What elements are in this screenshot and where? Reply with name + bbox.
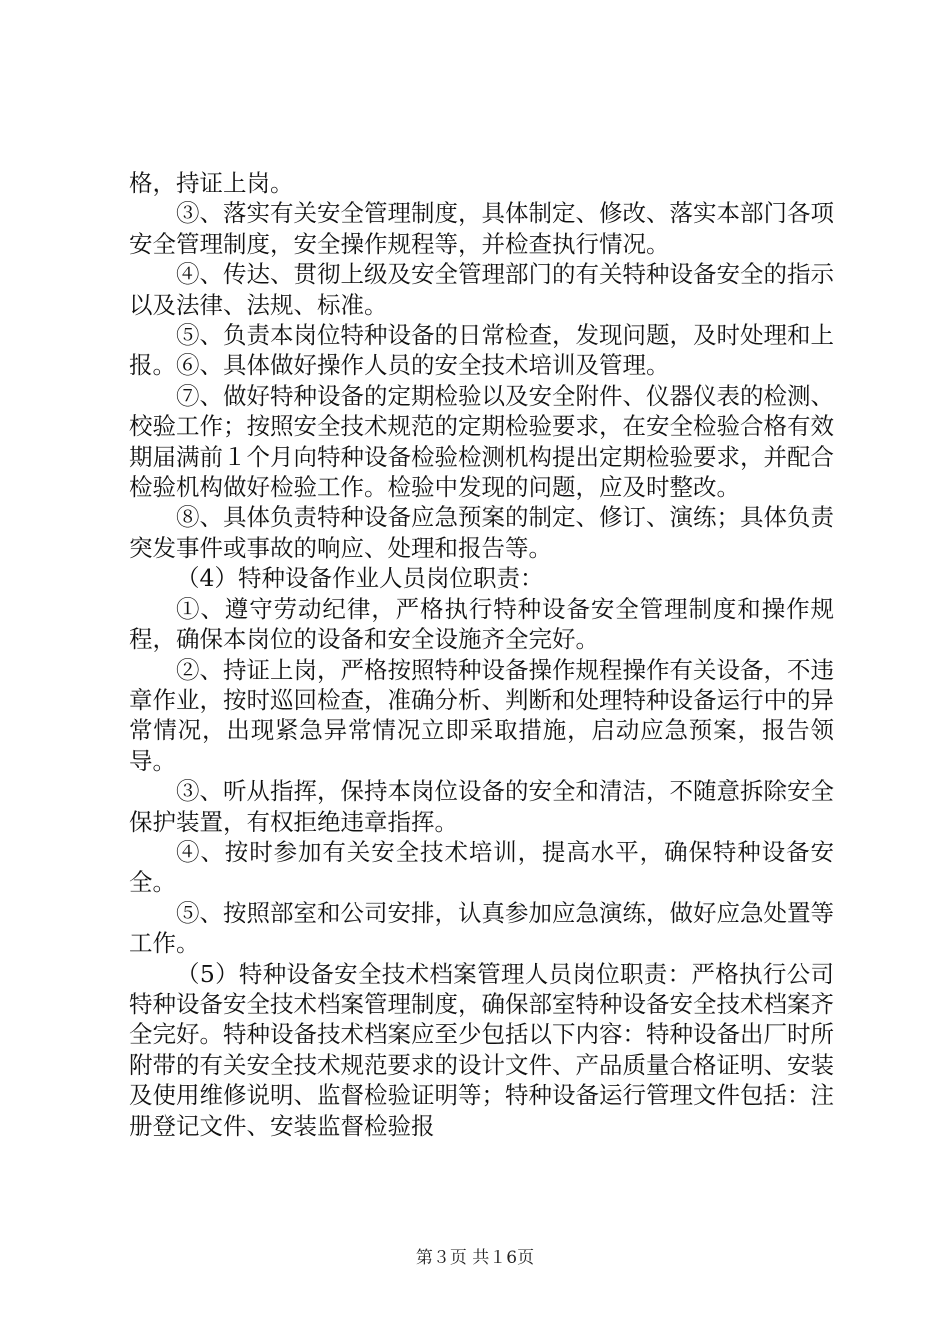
document-body: [129, 168, 834, 1141]
paragraph-operator-3: ③、听从指挥，保持本岗位设备的安全和清洁，不随意拆除安全保护装置，有权拒绝违章指挥。: [129, 777, 834, 836]
section-heading-4: （4）特种设备作业人员岗位职责：: [176, 564, 544, 593]
paragraph-item-8: ⑧、具体负责特种设备应急预案的制定、修订、演练；具体负责突发事件或事故的响应、处理和报告等。: [129, 503, 834, 562]
paragraph-continuation: 格，持证上岗。: [129, 169, 294, 197]
paragraph-item-4: ④、传达、贯彻上级及安全管理部门的有关特种设备安全的指示以及法律、法规、标准。: [129, 260, 834, 319]
paragraph-item-7: ⑦、做好特种设备的定期检验以及安全附件、仪器仪表的检测、校验工作；按照安全技术规范的定期检验要求，在安全检验合格有效期届满前１个月向特种设备检验检测机构提出定期检验要求，并配合检验机构做好检验工作。检验中发现的问题，应及时整改。: [129, 381, 834, 502]
paragraph-operator-5: ⑤、按照部室和公司安排，认真参加应急演练，做好应急处置等工作。: [129, 898, 834, 958]
page-number-footer: 第３页 共１6页: [415, 1248, 535, 1268]
paragraph-operator-2: ②、持证上岗，严格按照特种设备操作规程操作有关设备，不违章作业，按时巡回检查，准确分析、判断和处理特种设备运行中的异常情况，出现紧急异常情况立即采取措施，启动应急预案，报告领导。: [129, 655, 834, 775]
paragraph-item-3: ③、落实有关安全管理制度，具体制定、修改、落实本部门各项安全管理制度，安全操作规程等，并检查执行情况。: [129, 199, 834, 258]
paragraph-operator-4: ④、按时参加有关安全技术培训，提高水平，确保特种设备安全。: [129, 837, 834, 897]
paragraph-item-5-6: ⑤、负责本岗位特种设备的日常检查，发现问题，及时处理和上报。⑥、具体做好操作人员的安全技术培训及管理。: [129, 321, 834, 380]
section-5-archive-duties: （5）特种设备安全技术档案管理人员岗位职责：严格执行公司特种设备安全技术档案管理制度，确保部室特种设备安全技术档案齐全完好。特种设备技术档案应至少包括以下内容：特种设备出厂时所附带的有关安全技术规范要求的设计文件、产品质量合格证明、安装及使用维修说明、监督检验证明等；特种设备运行管理文件包括：注册登记文件、安装监督检验报: [129, 959, 834, 1140]
paragraph-operator-1: ①、遵守劳动纪律，严格执行特种设备安全管理制度和操作规程，确保本岗位的设备和安全设施齐全完好。: [129, 594, 834, 654]
